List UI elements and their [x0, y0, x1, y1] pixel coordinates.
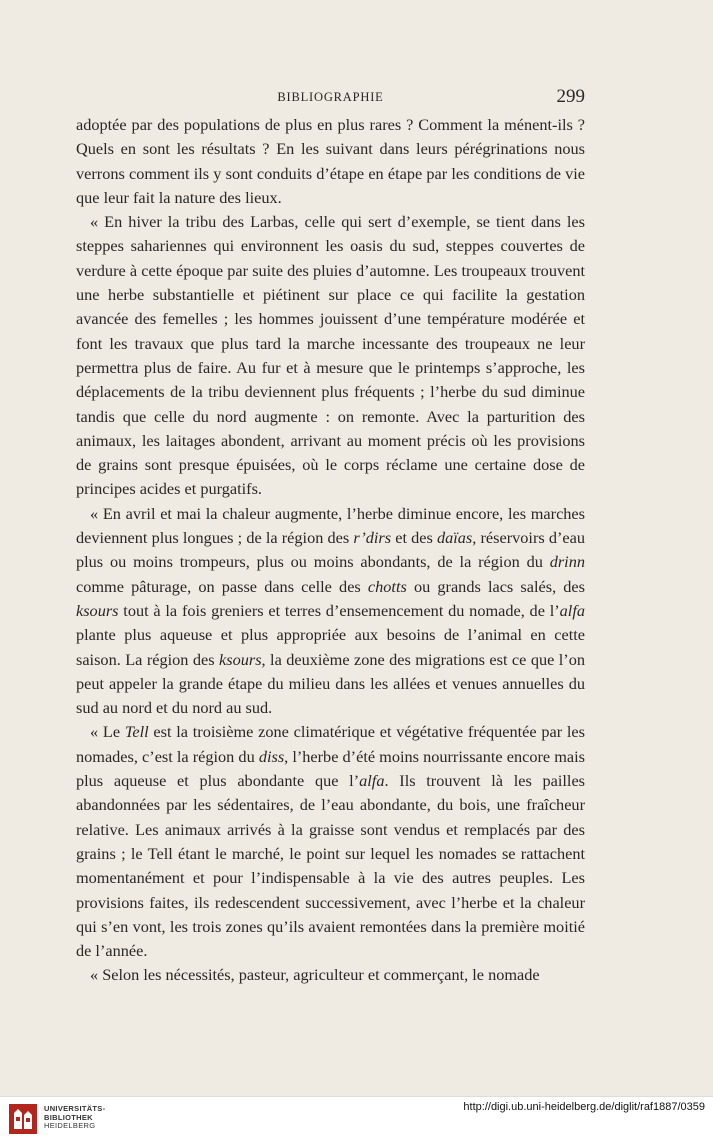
- text-run: « Le: [90, 722, 125, 742]
- text-run: « Selon les nécessités, pasteur, agriculteur et commerçant, le nomade: [90, 965, 540, 985]
- text-run: . Ils trouvent là les pailles abandonnées par les sédentaires, de l’eau abondante, du bois, une fraîcheur relative. Les animaux arrivés à la graisse sont vendus et remplacés par des grains ; le Tell étant le marché, le point sur lequel les nomades se rattachent momentanément et pour l’indispensable à la vie des autres peuples. Les provisions faites, ils redescendent successivement, avec l’herbe et la chaleur qui s’en vont, les trois zones qu’ils avaient remontées dans la première moitié de l’année.: [76, 771, 586, 961]
- paragraph: [76, 720, 585, 963]
- italic-term: daïas: [436, 528, 473, 548]
- italic-term: diss: [258, 746, 285, 766]
- italic-term: ksours: [76, 600, 119, 620]
- text-run: , l’herbe d’été moins nourrissante encore mais plus aqueuse et plus abondante que l’: [76, 746, 585, 791]
- running-head: [76, 86, 585, 110]
- italic-term: r’dirs: [353, 528, 392, 548]
- paragraph: [76, 210, 585, 502]
- logo-line: UNIVERSITÄTS-: [44, 1104, 106, 1113]
- paragraph: [76, 502, 585, 721]
- text-run: « En hiver la tribu des Larbas, celle qui sert d’exemple, se tient dans les steppes sahariennes qui environnent les oasis du sud, steppes couvertes de verdure à cette époque par suite des pluies d’automne. Les troupeaux trouvent une herbe substantielle et piétinent sur place ce qui facilite la gestation avancée des femelles ; les hommes jouissent d’une température modérée et font les travaux que plus tard la marche incessante des troupeaux ne leur permettra plus de faire. Au fur et à mesure que le printemps s’approche, les déplacements de la tribu deviennent plus fréquents ; l’herbe du sud diminue tandis que celle du nord augmente : on remonte. Avec la parturition des animaux, les laitages abondent, arrivant au moment précis où les provisions de grains sont presque épuisées, où le corps réclame une certaine dose de principes acides et purgatifs.: [76, 212, 585, 499]
- heidelberg-seal-icon: [8, 1103, 38, 1135]
- text-run: comme pâturage, on passe dans celle des: [76, 576, 368, 596]
- text-run: , la deuxième zone des migrations est ce que l’on peut appeler la grande étape du milieu dans les allées et venues annuelles du sud au nord et du nord au sud.: [76, 649, 585, 718]
- italic-term: drinn: [549, 552, 585, 572]
- text-run: est la troisième zone climatérique et végétative fréquentée par les nomades, c’est la région du: [76, 722, 585, 766]
- italic-term: ksours: [219, 649, 262, 669]
- italic-term: alfa: [559, 600, 585, 620]
- logo-line: BIBLIOTHEK: [44, 1112, 93, 1122]
- text-run: et des: [391, 528, 437, 548]
- italic-term: Tell: [124, 722, 149, 742]
- body-text: [76, 113, 585, 988]
- page-number: 299: [556, 86, 585, 107]
- logo-text: [44, 1105, 105, 1131]
- text-run: « En avril et mai la chaleur augmente, l’herbe diminue encore, les marches deviennent plus longues ; de la région des: [76, 503, 585, 548]
- source-url[interactable]: http://digi.ub.uni-heidelberg.de/diglit/raf1887/0359: [463, 1101, 705, 1113]
- text-run: tout à la fois greniers et terres d’ensemencement du nomade, de l’: [118, 600, 560, 620]
- footer-bar: [0, 1096, 713, 1144]
- text-run: , réservoirs d’eau plus ou moins trompeurs, plus ou moins abondants, de la région du: [76, 528, 586, 572]
- logo-line: HEIDELBERG: [44, 1121, 96, 1130]
- text-run: adoptée par des populations de plus en plus rares ? Comment la ménent-ils ? Quels en sont les résultats ? En les suivant dans leurs pérégrinations nous verrons comment ils y sont conduits d’étape en étape par les conditions de vie que leur fait la nature des lieux.: [76, 115, 585, 207]
- text-run: ou grands lacs salés, des: [406, 576, 585, 596]
- italic-term: alfa: [359, 771, 385, 791]
- paragraph: [76, 113, 585, 210]
- library-logo[interactable]: [8, 1101, 118, 1139]
- text-run: plante plus aqueuse et plus appropriée aux besoins de l’animal en cette saison. La région des: [76, 625, 585, 669]
- running-head-title: BIBLIOGRAPHIE: [277, 90, 384, 104]
- paragraph: [76, 963, 585, 987]
- italic-term: chotts: [367, 576, 407, 596]
